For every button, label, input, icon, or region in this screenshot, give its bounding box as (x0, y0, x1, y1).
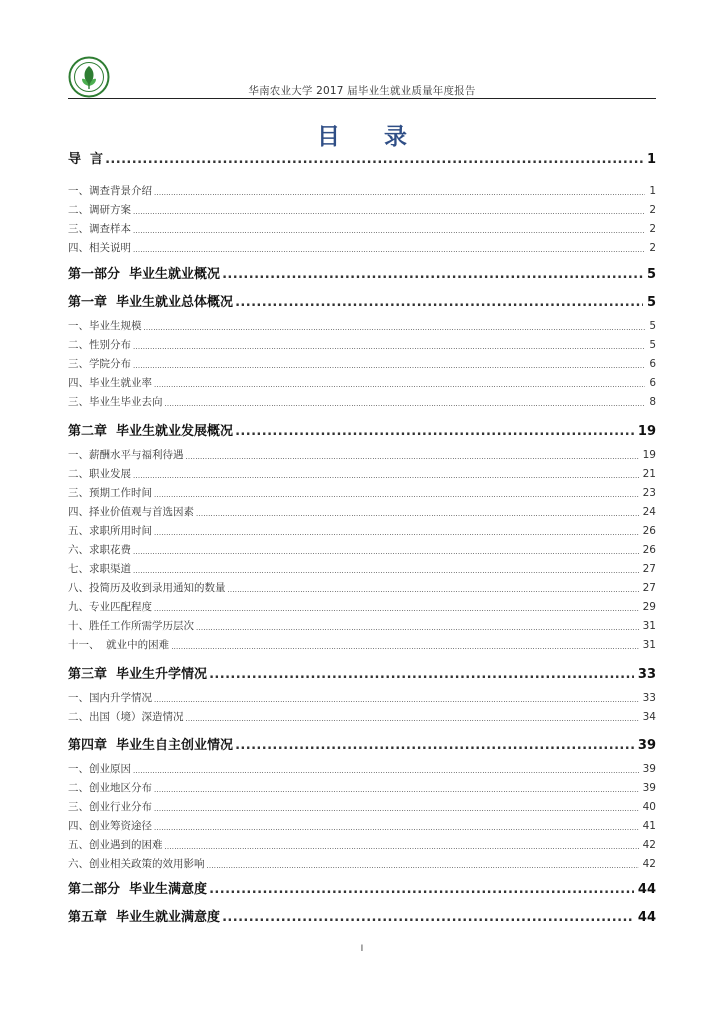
toc-entry[interactable] (68, 621, 656, 632)
toc-entry-page: 42 (642, 839, 656, 851)
toc-entry[interactable] (68, 802, 656, 813)
dot-leader (171, 644, 638, 651)
toc-entry-label: 四、相关说明 (68, 242, 131, 254)
toc-entry-label: 七、求职渠道 (68, 563, 131, 575)
toc-entry-label: 二、出国（境）深造情况 (68, 711, 184, 723)
toc-entry-label: 第五章 毕业生就业满意度 (68, 910, 221, 925)
toc-entry-page: 41 (642, 820, 656, 832)
toc-entry-label: 四、创业筹资途径 (68, 820, 152, 832)
dot-leader (154, 825, 639, 832)
toc-entry[interactable] (68, 450, 656, 461)
toc-entry-page: 42 (642, 858, 656, 870)
toc-entry[interactable] (68, 397, 656, 408)
toc-entry-label: 三、毕业生毕业去向 (68, 396, 163, 408)
toc-entry-page: 1 (649, 185, 656, 197)
toc-entry[interactable] (68, 359, 656, 370)
toc-entry-page: 6 (649, 377, 656, 389)
dot-leader (133, 473, 639, 480)
toc-entry-page: 2 (649, 204, 656, 216)
toc-entry-page: 21 (642, 468, 656, 480)
dot-leader (133, 228, 645, 235)
toc-entry-page: 33 (642, 692, 656, 704)
toc-entry[interactable] (68, 224, 656, 235)
toc-entry-label: 九、专业匹配程度 (68, 601, 152, 613)
toc-entry-label: 二、调研方案 (68, 204, 131, 216)
dot-leader (154, 697, 639, 704)
toc-entry-page: 33 (637, 667, 656, 682)
toc-entry-page: 19 (637, 424, 656, 439)
dot-leader (222, 268, 643, 281)
dot-leader (209, 668, 634, 681)
toc-entry-label: 一、薪酬水平与福利待遇 (68, 449, 184, 461)
toc-entry[interactable] (68, 883, 656, 896)
toc-entry-label: 四、择业价值观与首选因素 (68, 506, 194, 518)
toc-entry[interactable] (68, 153, 656, 166)
toc-entry-page: 5 (649, 339, 656, 351)
toc-entry[interactable] (68, 488, 656, 499)
toc-entry-page: 44 (637, 882, 656, 897)
toc-entry-page: 8 (649, 396, 656, 408)
dot-leader (133, 209, 645, 216)
dot-leader (196, 625, 639, 632)
dot-leader (235, 739, 634, 752)
toc-entry-page: 31 (642, 620, 656, 632)
toc-entry-label: 三、调查样本 (68, 223, 131, 235)
dot-leader (144, 325, 646, 332)
toc-entry[interactable] (68, 268, 656, 281)
toc-entry[interactable] (68, 425, 656, 438)
toc-entry[interactable] (68, 911, 656, 924)
toc-entry-page: 29 (642, 601, 656, 613)
toc-entry-page: 27 (642, 582, 656, 594)
toc-entry-label: 第二部分 毕业生满意度 (68, 882, 208, 897)
toc-entry[interactable] (68, 840, 656, 851)
toc-entry-label: 一、创业原因 (68, 763, 131, 775)
toc-entry[interactable] (68, 640, 656, 651)
toc-entry[interactable] (68, 764, 656, 775)
toc-entry-page: 2 (649, 223, 656, 235)
toc-entry-page: 5 (646, 295, 656, 310)
toc-entry-label: 第三章 毕业生升学情况 (68, 667, 208, 682)
toc-entry[interactable] (68, 859, 656, 870)
toc-entry[interactable] (68, 693, 656, 704)
toc-entry-label: 三、学院分布 (68, 358, 131, 370)
toc-entry-page: 39 (642, 763, 656, 775)
toc-entry[interactable] (68, 602, 656, 613)
toc-entry-page: 2 (649, 242, 656, 254)
dot-leader (154, 530, 639, 537)
toc-entry[interactable] (68, 469, 656, 480)
toc-entry-label: 十一、 就业中的困难 (68, 639, 170, 651)
toc-entry-page: 19 (642, 449, 656, 461)
toc-entry[interactable] (68, 739, 656, 752)
toc-entry-label: 三、预期工作时间 (68, 487, 152, 499)
toc-entry[interactable] (68, 821, 656, 832)
toc-entry-label: 二、职业发展 (68, 468, 131, 480)
toc-entry[interactable] (68, 243, 656, 254)
toc-entry-label: 第二章 毕业生就业发展概况 (68, 424, 234, 439)
toc-entry-page: 23 (642, 487, 656, 499)
dot-leader (154, 606, 639, 613)
toc-entry[interactable] (68, 296, 656, 309)
toc-entry-label: 三、创业行业分布 (68, 801, 152, 813)
toc-entry-page: 1 (646, 152, 656, 167)
toc-entry[interactable] (68, 507, 656, 518)
toc-entry-label: 第一章 毕业生就业总体概况 (68, 295, 234, 310)
toc-entry-label: 第一部分 毕业生就业概况 (68, 267, 221, 282)
toc-entry[interactable] (68, 186, 656, 197)
report-header: 华南农业大学 2017 届毕业生就业质量年度报告 (248, 85, 476, 97)
dot-leader (133, 344, 645, 351)
toc-entry-page: 5 (646, 267, 656, 282)
toc-entry-page: 26 (642, 525, 656, 537)
toc-entry-label: 六、求职花费 (68, 544, 131, 556)
dot-leader (207, 863, 639, 870)
toc-entry-page: 27 (642, 563, 656, 575)
toc-entry-label: 八、投简历及收到录用通知的数量 (68, 582, 226, 594)
toc-entry-page: 34 (642, 711, 656, 723)
toc-entry-page: 26 (642, 544, 656, 556)
toc-entry-label: 导 言 (68, 152, 104, 167)
dot-leader (235, 425, 634, 438)
toc-title: 目 录 (316, 124, 425, 150)
dot-leader (222, 911, 634, 924)
toc-entry[interactable] (68, 783, 656, 794)
dot-leader (154, 806, 639, 813)
dot-leader (165, 844, 639, 851)
toc-entry-page: 39 (642, 782, 656, 794)
dot-leader (105, 153, 643, 166)
dot-leader (209, 883, 634, 896)
toc-entry-page: 39 (637, 738, 656, 753)
toc-entry-label: 二、创业地区分布 (68, 782, 152, 794)
toc-entry-label: 五、求职所用时间 (68, 525, 152, 537)
dot-leader (133, 549, 639, 556)
toc-entry[interactable] (68, 340, 656, 351)
toc-entry-label: 一、毕业生规模 (68, 320, 142, 332)
dot-leader (196, 511, 639, 518)
toc-entry[interactable] (68, 712, 656, 723)
toc-entry-page: 31 (642, 639, 656, 651)
toc-entry-page: 24 (642, 506, 656, 518)
toc-entry[interactable] (68, 583, 656, 594)
toc-entry[interactable] (68, 526, 656, 537)
toc-entry[interactable] (68, 378, 656, 389)
dot-leader (133, 363, 645, 370)
toc-entry[interactable] (68, 321, 656, 332)
toc-entry-page: 44 (637, 910, 656, 925)
toc-entry-label: 六、创业相关政策的效用影响 (68, 858, 205, 870)
page-number: I (360, 944, 364, 954)
toc-entry-label: 二、性别分布 (68, 339, 131, 351)
dot-leader (133, 568, 639, 575)
toc-entry-label: 四、毕业生就业率 (68, 377, 152, 389)
toc-entry-label: 五、创业遇到的困难 (68, 839, 163, 851)
toc-entry-page: 5 (649, 320, 656, 332)
dot-leader (228, 587, 639, 594)
toc-entry[interactable] (68, 205, 656, 216)
toc-entry-label: 十、胜任工作所需学历层次 (68, 620, 194, 632)
toc-entry-label: 第四章 毕业生自主创业情况 (68, 738, 234, 753)
dot-leader (186, 716, 639, 723)
toc-entry[interactable] (68, 668, 656, 681)
toc-entry-page: 6 (649, 358, 656, 370)
toc-entry[interactable] (68, 545, 656, 556)
dot-leader (133, 768, 639, 775)
header-divider (68, 98, 656, 99)
toc-entry-label: 一、调查背景介绍 (68, 185, 152, 197)
toc-entry-label: 一、国内升学情况 (68, 692, 152, 704)
dot-leader (154, 382, 645, 389)
dot-leader (133, 247, 645, 254)
toc-entry-page: 40 (642, 801, 656, 813)
dot-leader (186, 454, 639, 461)
dot-leader (154, 492, 639, 499)
dot-leader (154, 787, 639, 794)
toc-entry[interactable] (68, 564, 656, 575)
dot-leader (235, 296, 643, 309)
dot-leader (165, 401, 646, 408)
dot-leader (154, 190, 645, 197)
